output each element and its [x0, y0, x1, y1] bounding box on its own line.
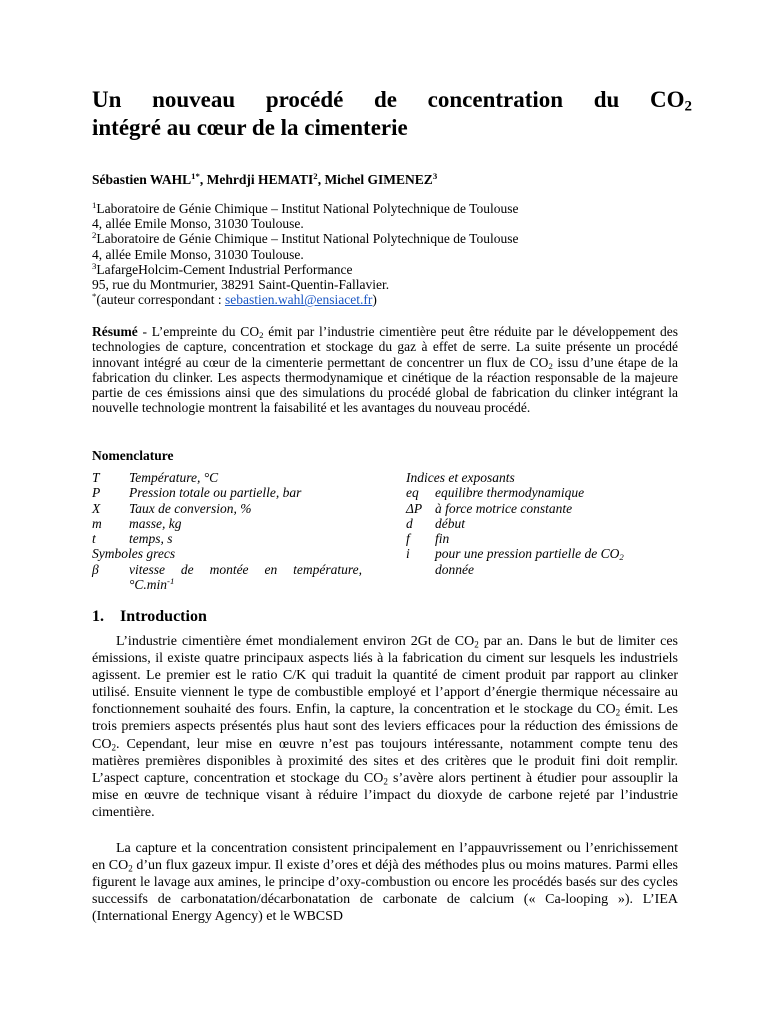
paragraph-text: s’avère alors pertinent à étudier pour assouplir la mise en œuvre de technique visant à réduire l’impact du dioxyde de carbone rejeté par l’industrie cimentière. — [92, 770, 678, 820]
correspondent-line — [92, 292, 518, 307]
nomenclature-symbol: β — [92, 561, 99, 577]
author-separator: , — [317, 172, 325, 187]
nomenclature-description — [129, 562, 362, 593]
nomenclature-description: equilibre thermodynamique — [435, 485, 585, 501]
nomenclature-description: à force motrice constante — [435, 500, 573, 516]
nomenclature-entry — [92, 501, 362, 516]
affiliation-address: 4, allée Emile Monso, 31030 Toulouse. — [92, 246, 304, 262]
intro-paragraph-2 — [92, 840, 678, 925]
paragraph-subscript: 2 — [111, 741, 116, 752]
nomenclature-entry — [406, 501, 686, 516]
correspondent-sup: * — [92, 291, 97, 302]
paragraph-text: d’un flux gazeux impur. Il existe d’ores et déjà des méthodes plus ou moins matures. Parmi elles figurent le lavage aux amines, le principe d’oxy-combustion ou encore les procédés basés sur des cycles successifs de carbonatation/décarbonatation de carbonate de calcium (« Ca-looping »). L’IEA (International Energy Agency) et le WBCSD — [92, 858, 679, 925]
affiliation-sup: 2 — [92, 230, 97, 241]
paragraph-subscript: 2 — [383, 776, 388, 787]
nomenclature-description — [435, 546, 686, 577]
abstract-text: L’empreinte du CO — [151, 324, 260, 339]
beta-unit-sup: -1 — [167, 576, 175, 587]
affiliation-lab: LafargeHolcim-Cement Industrial Performance — [96, 261, 353, 277]
author-separator: , — [199, 172, 207, 187]
affiliation-address: 4, allée Emile Monso, 31030 Toulouse. — [92, 216, 304, 232]
title-line-1 — [92, 86, 692, 114]
affiliation-sup: 3 — [92, 261, 97, 271]
nomenclature-symbol: P — [92, 485, 101, 501]
title-line-1-text: Un nouveau procédé de concentration du CO — [92, 87, 685, 112]
nomenclature-entry — [406, 546, 686, 577]
paragraph-text: . Cependant, leur mise en œuvre n’est pas toujours intéressante, notamment compte tenu des matières premières disponibles à proximité des sites et des critères que le produit fini doit remplir. L’aspect capture, concentration et stockage du CO — [92, 736, 678, 786]
affiliation-line — [92, 231, 518, 246]
paragraph-subscript: 2 — [615, 707, 621, 718]
affiliation-address: 95, rue du Montmurier, 38291 Saint-Quentin-Fallavier. — [92, 277, 390, 293]
nomenclature-entry — [92, 562, 362, 593]
paragraph-text: par an. Dans le but de limiter ces émissions, il existe quatre principaux aspects liés à la fabrication du ciment sur lesquels les industriels agissent. Le premier est le ratio C/K qui traduit la quantité de ciment produit par rapport au clinker utilisé. Ensuite viennent le type de combustible employé et l’apport d’énergie thermique nécessaire au fonctionnement souhaité des fours. Enfin, la capture, la concentration et le stockage du CO — [92, 634, 678, 718]
paragraph-text: La capture et la concentration consistent principalement en l’appauvrissement ou l’enrichissement en CO — [92, 841, 678, 874]
nomenclature-description: masse, kg — [129, 515, 182, 531]
paper-title — [92, 86, 692, 142]
title-line-2: intégré au cœur de la cimenterie — [92, 115, 408, 140]
author-name: Sébastien WAHL — [92, 172, 192, 187]
i-description: pour une pression partielle de CO — [435, 546, 620, 562]
section-title: Introduction — [120, 608, 207, 625]
author-affil-sup: 2 — [313, 171, 318, 182]
nomenclature-entry — [92, 485, 362, 500]
nomenclature-symbol: d — [406, 515, 413, 531]
nomenclature-description: début — [435, 515, 465, 531]
paragraph-text: émit. Les trois premiers aspects présentés plus haut sont des leviers efficaces pour la réduction des émissions de CO — [92, 702, 678, 752]
nomenclature-symbol: eq — [406, 485, 419, 501]
nomenclature-symbol: ΔP — [406, 500, 423, 516]
nomenclature-entry — [406, 516, 686, 531]
intro-paragraph-1 — [92, 633, 678, 821]
affiliation-lab: Laboratoire de Génie Chimique – Institut National Polytechnique de Toulouse — [96, 201, 519, 216]
nomenclature-entry — [92, 470, 362, 485]
nomenclature-symbol: X — [92, 500, 101, 516]
abstract-dash: - — [137, 324, 152, 339]
nomenclature-entry — [92, 516, 362, 531]
i-description-2: donnée — [435, 561, 474, 577]
beta-description: vitesse de montée en température, — [129, 561, 362, 577]
affiliation-sup: 1 — [92, 200, 97, 211]
nomenclature-entry — [92, 531, 362, 546]
section-heading-introduction — [92, 608, 207, 626]
nomenclature-entry — [406, 531, 686, 546]
nomenclature-description: Taux de conversion, % — [129, 500, 252, 516]
nomenclature-description: Pression totale ou partielle, bar — [129, 485, 302, 501]
abstract-label: Résumé — [92, 324, 138, 339]
author-name: Mehrdji HEMATI — [206, 172, 314, 187]
nomenclature-description: temps, s — [129, 531, 173, 547]
abstract-text: émit par l’industrie cimentière peut être réduite par le développement des technologies de capture, concentration et stockage du gaz à effet de serre. La suite présente un procédé innovant intégré au cœur de la cimenterie permettant de concentrer un flux de CO — [92, 324, 679, 370]
nomenclature-description: fin — [435, 531, 450, 547]
affiliation-line — [92, 201, 518, 216]
correspondent-email-link[interactable]: sebastien.wahl@ensiacet.fr — [224, 292, 373, 308]
abstract — [92, 324, 678, 416]
affiliations — [92, 201, 518, 307]
author-name: Michel GIMENEZ — [324, 172, 433, 187]
nomenclature-symbol: m — [92, 515, 102, 531]
i-subscript: 2 — [619, 552, 624, 563]
abstract-subscript: 2 — [259, 330, 264, 341]
affiliation-line — [92, 262, 518, 277]
nomenclature-right-column — [406, 470, 686, 577]
nomenclature-left-column — [92, 470, 362, 592]
correspondent-suffix: ) — [372, 292, 377, 308]
nomenclature-symbol: T — [92, 470, 100, 485]
author-affil-sup: 1* — [191, 171, 200, 182]
section-number: 1. — [92, 608, 104, 625]
nomenclature-symbol: f — [406, 531, 410, 547]
greek-symbols-heading: Symboles grecs — [92, 546, 176, 562]
paragraph-text: L’industrie cimentière émet mondialement environ 2Gt de CO — [116, 634, 475, 649]
nomenclature-symbol: i — [406, 546, 410, 562]
beta-unit: °C.min — [129, 577, 168, 593]
abstract-text: issu d’une étape de la fabrication du clinker. Les aspects thermodynamique et cinétique de la réaction responsable de la majeure partie de ces émissions ainsi que des simulations du procédé global de fabrication du clinker intégrant la nouvelle technologie montrent la faisabilité et les avantages du nouveau procédé. — [92, 354, 678, 416]
correspondent-prefix: (auteur correspondant : — [96, 292, 225, 308]
title-subscript: 2 — [684, 98, 692, 115]
author-affil-sup: 3 — [432, 171, 438, 182]
nomenclature-heading: Nomenclature — [92, 448, 174, 463]
author-list — [92, 172, 437, 188]
affiliation-lab: Laboratoire de Génie Chimique – Institut National Polytechnique de Toulouse — [96, 231, 519, 247]
abstract-subscript: 2 — [548, 360, 553, 371]
nomenclature-symbol: t — [92, 531, 96, 547]
indices-heading: Indices et exposants — [406, 470, 515, 485]
nomenclature-entry — [406, 485, 686, 500]
paragraph-subscript: 2 — [474, 639, 479, 650]
nomenclature-description: Température, °C — [129, 470, 219, 485]
paragraph-subscript: 2 — [128, 863, 133, 874]
